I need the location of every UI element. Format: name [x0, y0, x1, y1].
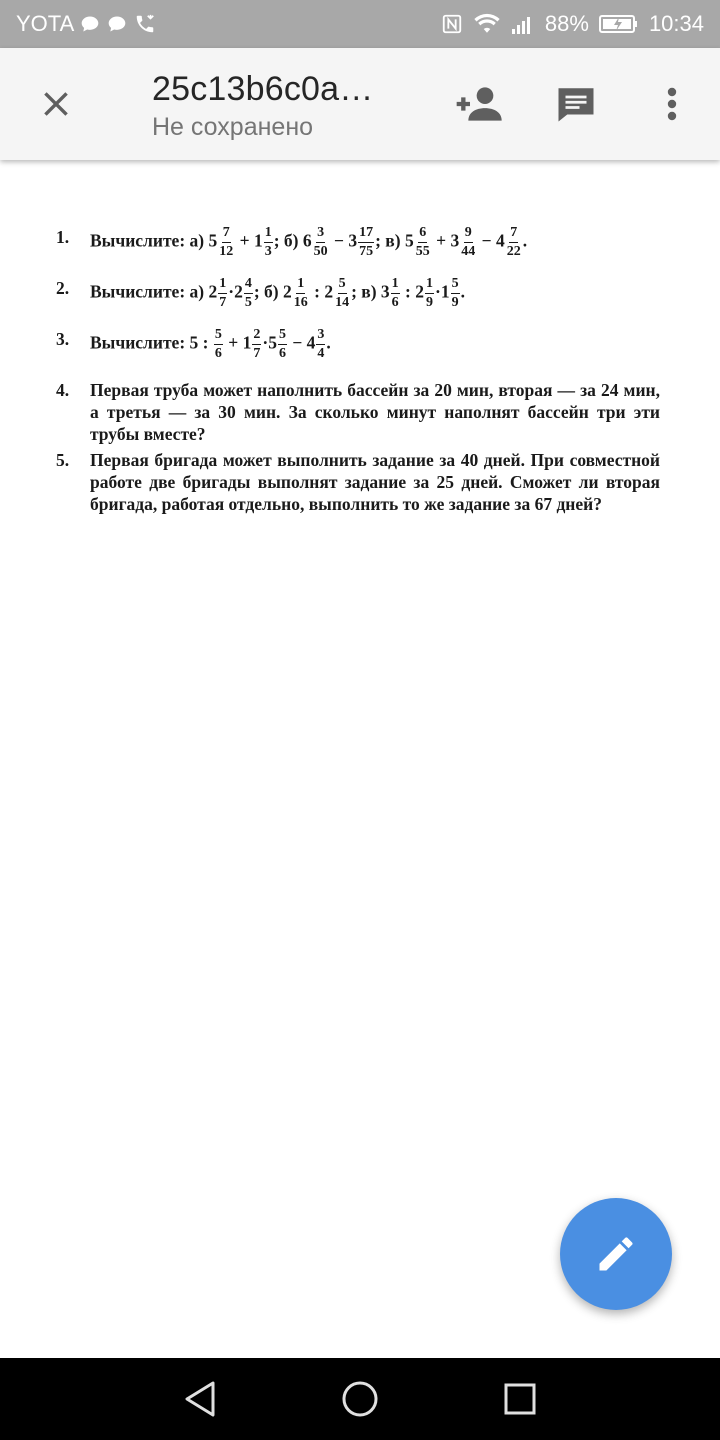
separator: ; б) [273, 230, 299, 251]
fraction [244, 277, 253, 310]
chat-bubble-icon [106, 14, 128, 34]
numerator: 5 [278, 328, 287, 345]
comment-icon [555, 83, 597, 125]
edit-button[interactable] [560, 1198, 672, 1310]
numerator: 5 [338, 277, 347, 294]
numerator: 2 [252, 328, 261, 345]
fraction [460, 226, 476, 259]
problem-body [90, 328, 660, 361]
operator: − [481, 230, 492, 251]
denominator: 3 [264, 244, 272, 259]
problem-3 [56, 328, 660, 361]
numerator: 1 [264, 226, 273, 243]
operator: + [228, 332, 239, 353]
fraction [293, 277, 309, 310]
operator: − [292, 332, 303, 353]
numerator: 1 [218, 277, 227, 294]
missed-call-icon [134, 13, 156, 35]
fraction [218, 226, 234, 259]
denominator: 6 [278, 346, 286, 361]
denominator: 44 [461, 244, 476, 259]
separator: ; б) [253, 281, 279, 302]
whole-part: 3 [450, 230, 460, 251]
whole-part: 5 [208, 230, 218, 251]
problem-number: 4. [56, 380, 70, 400]
numerator: 3 [316, 328, 325, 345]
operator: + [436, 230, 447, 251]
app-bar [0, 48, 720, 160]
whole-part: 1 [253, 230, 263, 251]
operator: − [334, 230, 344, 251]
numerator: 9 [464, 226, 473, 243]
problem-body [90, 226, 660, 259]
denominator: 14 [335, 295, 350, 310]
battery-percent: 88% [544, 11, 589, 36]
whole-part: 1 [242, 332, 252, 353]
whole-part: 1 [440, 281, 450, 302]
fraction [506, 226, 522, 259]
denominator: 12 [219, 244, 234, 259]
problem-number: 3. [56, 329, 70, 349]
fraction [214, 328, 223, 361]
fraction [252, 328, 261, 361]
separator: ; в) [375, 230, 401, 251]
recents-button[interactable] [496, 1375, 544, 1423]
problem-1 [56, 226, 660, 259]
separator: ; в) [351, 281, 377, 302]
problem-text: Первая бригада может выполнить задание за 40 дней. При совместной работе две бригады выполнят задание за 25 дней. Сможет ли вторая бригада, работая отдельно, выполнить то же задание за 67 дней? [90, 450, 660, 514]
home-icon [341, 1380, 379, 1418]
numerator: 7 [222, 226, 231, 243]
save-status: Не сохранено [152, 113, 314, 141]
denominator: 4 [317, 346, 325, 361]
add-person-button[interactable] [454, 82, 506, 126]
fraction [313, 226, 329, 259]
fraction [391, 277, 400, 310]
whole-part: 5 [404, 230, 414, 251]
terminator: . [522, 230, 528, 251]
whole-part: 4 [495, 230, 505, 251]
document-title: 25c13b6c0a… [152, 70, 374, 108]
denominator: 6 [214, 346, 222, 361]
whole-part: 3 [380, 281, 390, 302]
back-button[interactable] [176, 1375, 224, 1423]
navigation-bar [0, 1358, 720, 1440]
denominator: 5 [244, 295, 252, 310]
comment-button[interactable] [552, 80, 600, 128]
more-vert-icon [666, 86, 678, 122]
whole-part: 6 [302, 230, 312, 251]
denominator: 6 [391, 295, 399, 310]
whole-part: 3 [348, 230, 358, 251]
problem-text: Первая труба может наполнить бассейн за 20 мин, вторая — за 24 мин, а третья — за 30 мин. За сколько минут наполнят бассейн три эти трубы вместе? [90, 380, 660, 444]
problem-label: Вычислите: а) [90, 281, 205, 302]
fraction [334, 277, 350, 310]
recents-icon [503, 1382, 537, 1416]
problem-number: 5. [56, 450, 70, 470]
terminator: . [326, 332, 331, 353]
back-icon [183, 1380, 217, 1418]
whole-part: 2 [282, 281, 292, 302]
numerator: 3 [316, 226, 325, 243]
problem-body [90, 277, 660, 310]
operator: · [262, 332, 269, 353]
denominator: 55 [415, 244, 430, 259]
nfc-icon [441, 13, 463, 35]
operator: · [435, 281, 441, 302]
whole-part: 2 [324, 281, 334, 302]
battery-charging-icon [599, 13, 639, 35]
denominator: 22 [506, 244, 521, 259]
status-bar-left [16, 11, 156, 37]
fraction [425, 277, 434, 310]
fraction [278, 328, 287, 361]
whole-part: 2 [415, 281, 424, 302]
close-icon [40, 88, 72, 120]
problem-4 [56, 379, 660, 445]
home-button[interactable] [336, 1375, 384, 1423]
status-bar [0, 0, 720, 48]
fraction [415, 226, 431, 259]
fraction [218, 277, 227, 310]
clock: 10:34 [648, 11, 704, 36]
operator: : [405, 281, 411, 302]
chat-bubble-icon [80, 14, 100, 34]
fraction [451, 277, 460, 310]
document-page [56, 226, 660, 519]
close-button[interactable] [32, 80, 80, 128]
denominator: 16 [293, 295, 308, 310]
denominator: 7 [253, 346, 261, 361]
numerator: 17 [358, 226, 374, 243]
problem-label: Вычислите: а) [90, 230, 205, 251]
denominator: 9 [451, 295, 459, 310]
whole-part: 2 [208, 281, 218, 302]
wifi-icon [473, 13, 501, 35]
fraction [358, 226, 374, 259]
whole-part: 5 [268, 332, 277, 353]
signal-icon [511, 13, 535, 35]
terminator: . [460, 281, 465, 302]
operator: : [314, 281, 320, 302]
numerator: 1 [296, 277, 305, 294]
denominator: 7 [219, 295, 227, 310]
numerator: 5 [451, 277, 460, 294]
operator: + [239, 230, 250, 251]
title-block [152, 70, 373, 142]
edit-pencil-icon [594, 1232, 638, 1276]
problem-number: 1. [56, 227, 70, 247]
fraction [264, 226, 273, 259]
carrier-label: YOTA [16, 11, 75, 36]
problem-5 [56, 449, 660, 515]
fraction [316, 328, 325, 361]
problem-number: 2. [56, 278, 70, 298]
numerator: 4 [244, 277, 253, 294]
problem-label: Вычислите: 5 : [90, 332, 209, 353]
add-person-icon [455, 84, 505, 124]
more-options-button[interactable] [654, 80, 690, 128]
status-bar-right [441, 11, 704, 37]
numerator: 7 [509, 226, 518, 243]
denominator: 50 [313, 244, 328, 259]
whole-part: 4 [306, 332, 316, 353]
denominator: 75 [359, 244, 374, 259]
whole-part: 2 [234, 281, 243, 302]
problem-2 [56, 277, 660, 310]
operator: · [228, 281, 235, 302]
numerator: 5 [214, 328, 223, 345]
numerator: 1 [425, 277, 434, 294]
numerator: 6 [418, 226, 427, 243]
denominator: 9 [426, 295, 433, 310]
numerator: 1 [391, 277, 400, 294]
